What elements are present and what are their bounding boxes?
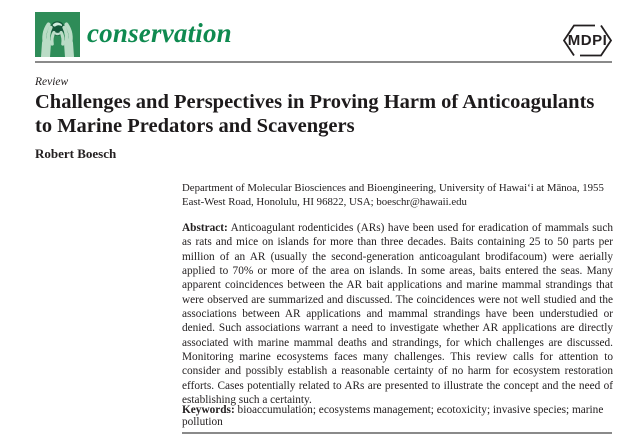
abstract-paragraph [182, 221, 613, 407]
abstract-text: Anticoagulant rodenticides (ARs) have been used for eradication of mammals such as rats and mice on islands for more than three decades. Baits containing 25 to 50 parts per million of an AR (usually the second-generation anticoagulant brodifacoum) were aerially applied to 70% or more of the area on islands. In some areas, baits entered the seas. Many apparent coincidences between the AR bait applications and marine mammal strandings that were observed are summarized and discussed. The coincidences were not well studied and the associations between AR applications and mammal strandings have been understudied or denied. Such associations warrant a need to investigate whether AR applications are directly associated with marine mammal deaths and strandings, for which challenges are discussed. Monitoring marine ecosystems faces many challenges. This review calls for attention to consider and possibly establish a reasonable certainty of no harm for ecosystem restoration efforts. Cases potentially related to ARs are presented to illustrate the concept and the need of establishing such a certainty. [182, 222, 613, 407]
article-title-line-1: Challenges and Perspectives in Proving Harm of Anticoagulants [35, 91, 595, 113]
keywords-text: bioaccumulation; ecosystems management; ecotoxicity; invasive species; marine pollution [182, 404, 604, 428]
article-type-label: Review [35, 76, 69, 88]
journal-name: conservation [87, 18, 232, 48]
article-title [35, 90, 630, 138]
affiliation-text: Department of Molecular Biosciences and Bioengineering, University of Hawai‘i at Mānoa, 1955 East-West Road, Honolulu, HI 96822, USA; boeschr@hawaii.edu [182, 182, 604, 208]
abstract-label: Abstract: [182, 222, 228, 234]
author-name: Robert Boesch [35, 146, 117, 161]
journal-logo-icon [35, 12, 80, 57]
keywords-label: Keywords: [182, 404, 235, 416]
header-divider [35, 61, 612, 63]
mdpi-logo-icon [562, 24, 613, 57]
keywords-line [182, 404, 613, 428]
keywords-divider [182, 432, 612, 434]
mdpi-logo-text: MDPI [567, 32, 608, 49]
article-title-line-2: to Marine Predators and Scavengers [35, 115, 355, 137]
